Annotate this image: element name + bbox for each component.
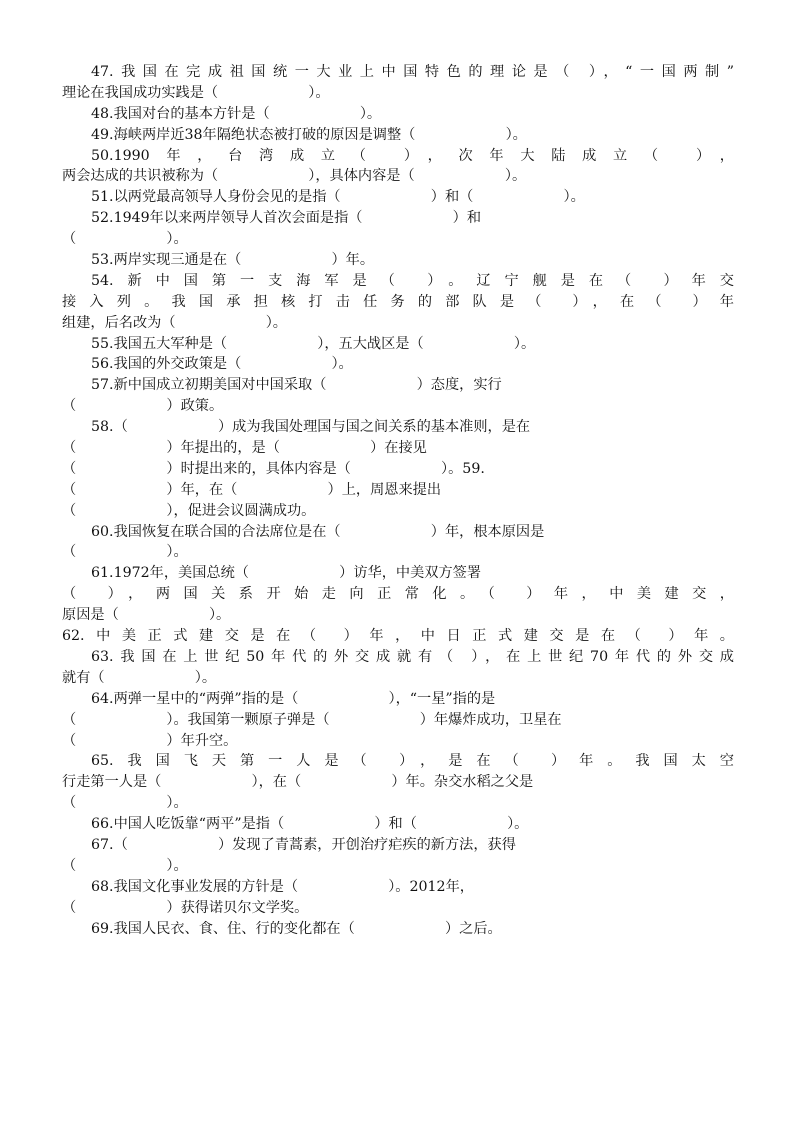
question-line: 64.两弹一星中的“两弹”指的是（ ），“一星”指的是: [91, 690, 496, 707]
question-line: 67.（ ）发现了青蒿素，开创治疗疟疾的新方法，获得: [91, 836, 516, 853]
question-line: 原因是（ ）。: [62, 607, 231, 624]
question-line: 69.我国人民衣、食、住、行的变化都在（ ）之后。: [91, 920, 502, 937]
question-line: （ ）年升空。: [62, 732, 238, 749]
question-line: 62.中美正式建交是在（ ）年，中日正式建交是在（ ）年。: [62, 628, 734, 645]
question-line: 68.我国文化事业发展的方针是（ ）。2012年，: [91, 878, 474, 895]
question-line: 66.中国人吃饭靠“两平”是指（ ）和（ ）。: [91, 816, 529, 833]
question-line: 51.以两党最高领导人身份会见的是指（ ）和（ ）。: [91, 189, 585, 206]
question-line: 47.我国在完成祖国统一大业上中国特色的理论是（ ），“一国两制”: [91, 64, 734, 80]
question-list: [62, 62, 734, 939]
question-line: （ ）年，在（ ）上，周恩来提出: [62, 481, 442, 498]
question-line: （ ）获得诺贝尔文学奖。: [62, 899, 309, 916]
question-line: 组建，后名改为（ ）。: [62, 314, 287, 331]
question-line: 56.我国的外交政策是（ ）。: [91, 356, 353, 373]
question-line: （ ）时提出来的，具体内容是（ ）。59.: [62, 460, 485, 477]
question-line: 63.我国在上世纪50年代的外交成就有（ ），在上世纪70年代的外交成: [91, 648, 734, 665]
question-line: （ ）年提出的，是（ ）在接见: [62, 440, 427, 457]
question-line: 61.1972年，美国总统（ ）访华，中美双方签署: [91, 565, 482, 582]
question-line: 49.海峡两岸近38年隔绝状态被打破的原因是调整（ ）。: [91, 126, 527, 143]
question-line: 理论在我国成功实践是（ ）。: [62, 84, 330, 101]
question-line: 57.新中国成立初期美国对中国采取（ ）态度，实行: [91, 377, 502, 394]
question-line: （ ），两国关系开始走向正常化。（ ）年，中美建交，: [62, 586, 734, 603]
question-line: 就有（ ）。: [62, 669, 217, 686]
question-line: 48.我国对台的基本方针是（ ）。: [91, 105, 382, 122]
question-line: （ ）。: [62, 857, 188, 874]
question-line: 两会达成的共识被称为（ ），具体内容是（ ）。: [62, 168, 527, 185]
question-line: 50.1990年，台湾成立（ ），次年大陆成立（ ），: [91, 147, 734, 164]
question-line: 53.两岸实现三通是在（ ）年。: [91, 252, 375, 269]
question-line: （ ），促进会议圆满成功。: [62, 502, 316, 519]
question-line: （ ）。我国第一颗原子弹是（ ）年爆炸成功，卫星在: [62, 711, 562, 728]
question-line: （ ）政策。: [62, 398, 224, 415]
question-line: 接入列。我国承担核打击任务的部队是（ ），在（ ）年: [62, 293, 734, 310]
question-line: 52.1949年以来两岸领导人首次会面是指（ ）和: [91, 210, 482, 227]
question-line: （ ）。: [62, 544, 188, 561]
question-line: 65.我国飞天第一人是（ ），是在（ ）年。我国太空: [91, 753, 734, 770]
question-line: 55.我国五大军种是（ ），五大战区是（ ）。: [91, 335, 536, 352]
question-line: （ ）。: [62, 795, 188, 812]
question-line: 行走第一人是（ ），在（ ）年。杂交水稻之父是: [62, 774, 534, 791]
question-line: 58.（ ）成为我国处理国与国之间关系的基本准则，是在: [91, 419, 531, 436]
question-line: （ ）。: [62, 231, 188, 248]
question-line: 54.新中国第一支海军是（ ）。辽宁舰是在（ ）年交: [91, 272, 734, 289]
question-line: 60.我国恢复在联合国的合法席位是在（ ）年，根本原因是: [91, 523, 545, 540]
